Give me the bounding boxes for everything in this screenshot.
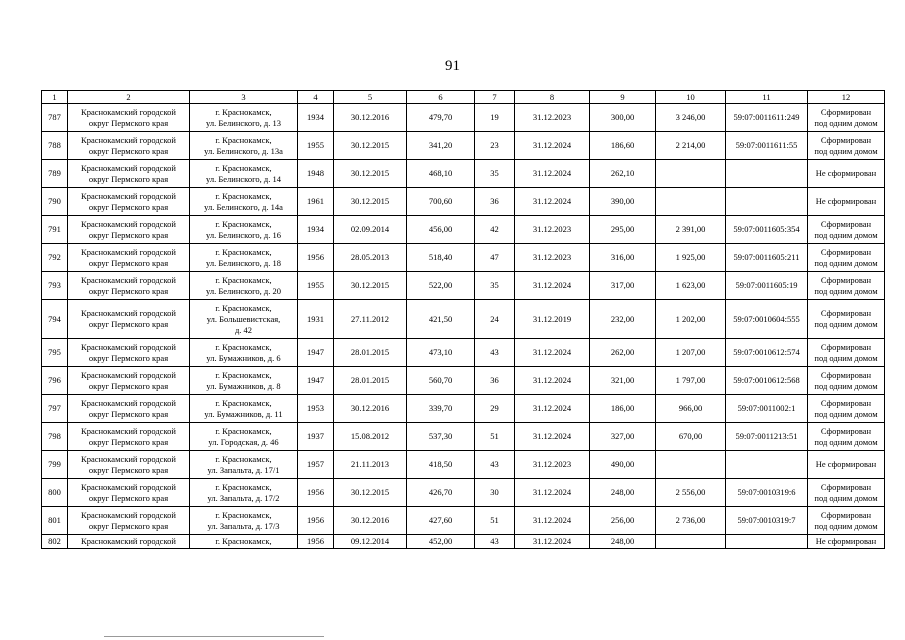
table-cell: 791 — [42, 216, 68, 244]
table-cell: 31.12.2024 — [515, 132, 590, 160]
table-cell: 1 202,00 — [656, 300, 726, 339]
table-cell: 2 736,00 — [656, 507, 726, 535]
table-cell: Сформирован под одним домом — [808, 244, 885, 272]
column-number: 6 — [407, 91, 475, 104]
table-cell: 426,70 — [407, 479, 475, 507]
table-cell: г. Краснокамск, ул. Запальта, д. 17/1 — [190, 451, 298, 479]
table-cell: г. Краснокамск, ул. Белинского, д. 14 — [190, 160, 298, 188]
table-cell: 1957 — [298, 451, 334, 479]
table-cell: 29 — [475, 395, 515, 423]
table-cell: 802 — [42, 535, 68, 549]
table-cell: 790 — [42, 188, 68, 216]
table-cell: 47 — [475, 244, 515, 272]
table-cell: г. Краснокамск, ул. Бумажников, д. 6 — [190, 339, 298, 367]
table-cell: г. Краснокамск, ул. Бумажников, д. 8 — [190, 367, 298, 395]
table-cell: Не сформирован — [808, 160, 885, 188]
table-cell — [656, 188, 726, 216]
table-cell: 801 — [42, 507, 68, 535]
column-number: 3 — [190, 91, 298, 104]
table-cell: 24 — [475, 300, 515, 339]
table-cell: 295,00 — [590, 216, 656, 244]
table-cell: 1 797,00 — [656, 367, 726, 395]
table-row — [42, 216, 885, 244]
column-number: 11 — [726, 91, 808, 104]
table-cell: 316,00 — [590, 244, 656, 272]
table-cell — [726, 535, 808, 549]
table-cell: 51 — [475, 507, 515, 535]
table-cell: 1948 — [298, 160, 334, 188]
table-cell: 31.12.2023 — [515, 104, 590, 132]
table-cell: 456,00 — [407, 216, 475, 244]
table-cell: 670,00 — [656, 423, 726, 451]
table-cell: 30.12.2016 — [334, 104, 407, 132]
table-cell: г. Краснокамск, ул. Запальта, д. 17/2 — [190, 479, 298, 507]
table-cell: 1934 — [298, 216, 334, 244]
table-cell: 186,60 — [590, 132, 656, 160]
table-cell: 1961 — [298, 188, 334, 216]
table-cell: 59:07:0010612:574 — [726, 339, 808, 367]
table-cell: 59:07:0010604:555 — [726, 300, 808, 339]
table-cell: г. Краснокамск, ул. Белинского, д. 14а — [190, 188, 298, 216]
table-cell: 421,50 — [407, 300, 475, 339]
table-cell: 31.12.2023 — [515, 244, 590, 272]
table-cell: 19 — [475, 104, 515, 132]
table-cell: Краснокамский городской округ Пермского края — [68, 339, 190, 367]
table-cell: 36 — [475, 367, 515, 395]
table-cell: 59:07:0011611:249 — [726, 104, 808, 132]
table-cell: 59:07:0010612:568 — [726, 367, 808, 395]
table-cell: Сформирован под одним домом — [808, 395, 885, 423]
table-cell: 1 623,00 — [656, 272, 726, 300]
table-cell: Сформирован под одним домом — [808, 339, 885, 367]
table-cell: 31.12.2023 — [515, 451, 590, 479]
table-cell: Краснокамский городской округ Пермского края — [68, 216, 190, 244]
table-row — [42, 535, 885, 549]
table-cell: Краснокамский городской — [68, 535, 190, 549]
table-cell: 262,10 — [590, 160, 656, 188]
table-cell: 31.12.2024 — [515, 272, 590, 300]
table-cell: 327,00 — [590, 423, 656, 451]
table-cell: Сформирован под одним домом — [808, 367, 885, 395]
table-cell: 789 — [42, 160, 68, 188]
table-cell: Краснокамский городской округ Пермского края — [68, 132, 190, 160]
table-cell: Сформирован под одним домом — [808, 479, 885, 507]
table-cell: 1955 — [298, 272, 334, 300]
table-cell — [656, 160, 726, 188]
table-cell: 522,00 — [407, 272, 475, 300]
table-cell — [656, 451, 726, 479]
table-cell: г. Краснокамск, ул. Белинского, д. 16 — [190, 216, 298, 244]
table-cell: 537,30 — [407, 423, 475, 451]
table-cell: Краснокамский городской округ Пермского края — [68, 423, 190, 451]
table-cell: 42 — [475, 216, 515, 244]
table-row — [42, 188, 885, 216]
footer-rule — [104, 636, 324, 637]
table-cell: Краснокамский городской округ Пермского края — [68, 507, 190, 535]
table-cell: 59:07:0011002:1 — [726, 395, 808, 423]
column-number: 9 — [590, 91, 656, 104]
table-row — [42, 132, 885, 160]
table-cell: 794 — [42, 300, 68, 339]
table-cell: Сформирован под одним домом — [808, 272, 885, 300]
table-cell: 248,00 — [590, 535, 656, 549]
table-cell: Краснокамский городской округ Пермского края — [68, 367, 190, 395]
table-cell: 1 207,00 — [656, 339, 726, 367]
table-row — [42, 244, 885, 272]
table-cell: Сформирован под одним домом — [808, 423, 885, 451]
table-cell: 31.12.2023 — [515, 216, 590, 244]
table-row — [42, 160, 885, 188]
table-cell: 256,00 — [590, 507, 656, 535]
table-cell: 31.12.2024 — [515, 188, 590, 216]
table-row — [42, 104, 885, 132]
table-cell: 59:07:0010319:7 — [726, 507, 808, 535]
table-cell: 09.12.2014 — [334, 535, 407, 549]
table-row — [42, 507, 885, 535]
table-cell: г. Краснокамск, — [190, 535, 298, 549]
column-number: 1 — [42, 91, 68, 104]
table-cell — [726, 160, 808, 188]
table-row — [42, 367, 885, 395]
table-row — [42, 395, 885, 423]
table-cell: Сформирован под одним домом — [808, 216, 885, 244]
table-cell: 1956 — [298, 507, 334, 535]
table-cell: 795 — [42, 339, 68, 367]
table-cell: 35 — [475, 272, 515, 300]
table-cell: 28.01.2015 — [334, 339, 407, 367]
table-cell: г. Краснокамск, ул. Белинского, д. 13 — [190, 104, 298, 132]
table-cell: 31.12.2019 — [515, 300, 590, 339]
table-cell: 1947 — [298, 367, 334, 395]
table-cell: 232,00 — [590, 300, 656, 339]
table-cell: 1937 — [298, 423, 334, 451]
column-number: 2 — [68, 91, 190, 104]
table-cell: 339,70 — [407, 395, 475, 423]
table-cell: 30.12.2016 — [334, 395, 407, 423]
table-cell: 798 — [42, 423, 68, 451]
table-cell: Не сформирован — [808, 188, 885, 216]
table-cell: Сформирован под одним домом — [808, 507, 885, 535]
table-cell: 390,00 — [590, 188, 656, 216]
table-cell: 1955 — [298, 132, 334, 160]
table-cell: 1934 — [298, 104, 334, 132]
table-cell: 15.08.2012 — [334, 423, 407, 451]
table-cell: г. Краснокамск, ул. Бумажников, д. 11 — [190, 395, 298, 423]
table-cell: 788 — [42, 132, 68, 160]
page-number: 91 — [445, 58, 460, 74]
table-cell: 51 — [475, 423, 515, 451]
table-cell: 31.12.2024 — [515, 367, 590, 395]
table-cell — [726, 188, 808, 216]
table-cell: 30.12.2016 — [334, 507, 407, 535]
column-number: 7 — [475, 91, 515, 104]
table-cell: 28.01.2015 — [334, 367, 407, 395]
table-cell: 1931 — [298, 300, 334, 339]
table-cell: 796 — [42, 367, 68, 395]
table-cell: 43 — [475, 451, 515, 479]
table-cell: Краснокамский городской округ Пермского края — [68, 188, 190, 216]
table-cell: 30 — [475, 479, 515, 507]
table-row — [42, 272, 885, 300]
table-cell: Сформирован под одним домом — [808, 104, 885, 132]
table-cell: г. Краснокамск, ул. Белинского, д. 13а — [190, 132, 298, 160]
table-row — [42, 451, 885, 479]
table-cell: Краснокамский городской округ Пермского края — [68, 272, 190, 300]
table-cell: Краснокамский городской округ Пермского края — [68, 451, 190, 479]
table-cell: Не сформирован — [808, 451, 885, 479]
table-cell: Краснокамский городской округ Пермского края — [68, 244, 190, 272]
table-cell: г. Краснокамск, ул. Городская, д. 46 — [190, 423, 298, 451]
table-cell: 59:07:0011605:211 — [726, 244, 808, 272]
table-cell: 700,60 — [407, 188, 475, 216]
table-cell: г. Краснокамск, ул. Большевистская, д. 42 — [190, 300, 298, 339]
table-cell: 1947 — [298, 339, 334, 367]
table-cell — [656, 535, 726, 549]
table-cell: 560,70 — [407, 367, 475, 395]
table-cell: 490,00 — [590, 451, 656, 479]
table-cell: 31.12.2024 — [515, 535, 590, 549]
table-cell: г. Краснокамск, ул. Запальта, д. 17/3 — [190, 507, 298, 535]
table-cell: 43 — [475, 339, 515, 367]
column-number: 8 — [515, 91, 590, 104]
table-cell: 186,00 — [590, 395, 656, 423]
column-number: 5 — [334, 91, 407, 104]
table-row — [42, 423, 885, 451]
table-cell: 341,20 — [407, 132, 475, 160]
table-cell: 35 — [475, 160, 515, 188]
table-cell: 31.12.2024 — [515, 479, 590, 507]
table-row — [42, 339, 885, 367]
table-cell: 321,00 — [590, 367, 656, 395]
table-cell: 59:07:0011605:19 — [726, 272, 808, 300]
table-cell: 479,70 — [407, 104, 475, 132]
table-cell: Не сформирован — [808, 535, 885, 549]
column-number-row — [42, 91, 885, 104]
table-cell: 797 — [42, 395, 68, 423]
table-cell — [726, 451, 808, 479]
table-cell: 27.11.2012 — [334, 300, 407, 339]
table-cell: 30.12.2015 — [334, 272, 407, 300]
table-cell: 31.12.2024 — [515, 395, 590, 423]
table-cell: 793 — [42, 272, 68, 300]
table-row — [42, 300, 885, 339]
table-cell: 2 214,00 — [656, 132, 726, 160]
table-cell: 21.11.2013 — [334, 451, 407, 479]
table-cell: 43 — [475, 535, 515, 549]
table-cell: г. Краснокамск, ул. Белинского, д. 20 — [190, 272, 298, 300]
column-number: 10 — [656, 91, 726, 104]
table-cell: Краснокамский городской округ Пермского края — [68, 160, 190, 188]
table-cell: 30.12.2015 — [334, 160, 407, 188]
table-cell: 30.12.2015 — [334, 479, 407, 507]
table-cell: 59:07:0011611:55 — [726, 132, 808, 160]
table-cell: 30.12.2015 — [334, 188, 407, 216]
table-cell: 468,10 — [407, 160, 475, 188]
table-cell: 31.12.2024 — [515, 507, 590, 535]
table-cell: Краснокамский городской округ Пермского края — [68, 300, 190, 339]
table-cell: Сформирован под одним домом — [808, 132, 885, 160]
table-cell: 799 — [42, 451, 68, 479]
table-cell: 473,10 — [407, 339, 475, 367]
table-cell: 418,50 — [407, 451, 475, 479]
table-cell: 787 — [42, 104, 68, 132]
table-cell: 427,60 — [407, 507, 475, 535]
table-cell: 31.12.2024 — [515, 423, 590, 451]
table-cell: 1956 — [298, 244, 334, 272]
table-cell: 1956 — [298, 535, 334, 549]
table-cell: Сформирован под одним домом — [808, 300, 885, 339]
table-cell: 792 — [42, 244, 68, 272]
table-cell: 59:07:0011213:51 — [726, 423, 808, 451]
table-cell: Краснокамский городской округ Пермского края — [68, 395, 190, 423]
table-cell: 518,40 — [407, 244, 475, 272]
table-cell: Краснокамский городской округ Пермского края — [68, 479, 190, 507]
table-cell: 800 — [42, 479, 68, 507]
table-cell: 1 925,00 — [656, 244, 726, 272]
table-cell: 3 246,00 — [656, 104, 726, 132]
table-cell: 23 — [475, 132, 515, 160]
table-cell: 02.09.2014 — [334, 216, 407, 244]
table-cell: 59:07:0011605:354 — [726, 216, 808, 244]
table-cell: 262,00 — [590, 339, 656, 367]
table-cell: 317,00 — [590, 272, 656, 300]
table-cell: 31.12.2024 — [515, 160, 590, 188]
column-number: 12 — [808, 91, 885, 104]
table-cell: Краснокамский городской округ Пермского края — [68, 104, 190, 132]
table-cell: 452,00 — [407, 535, 475, 549]
table-cell: 248,00 — [590, 479, 656, 507]
housing-register-table — [41, 90, 885, 549]
table-cell: 30.12.2015 — [334, 132, 407, 160]
table-cell: 2 556,00 — [656, 479, 726, 507]
table-cell: 28.05.2013 — [334, 244, 407, 272]
table-row — [42, 479, 885, 507]
table-cell: 1953 — [298, 395, 334, 423]
table-cell: 966,00 — [656, 395, 726, 423]
table-cell: 36 — [475, 188, 515, 216]
table-cell: 300,00 — [590, 104, 656, 132]
column-number: 4 — [298, 91, 334, 104]
table-cell: 31.12.2024 — [515, 339, 590, 367]
table-cell: 1956 — [298, 479, 334, 507]
table-cell: г. Краснокамск, ул. Белинского, д. 18 — [190, 244, 298, 272]
table-cell: 2 391,00 — [656, 216, 726, 244]
table-cell: 59:07:0010319:6 — [726, 479, 808, 507]
